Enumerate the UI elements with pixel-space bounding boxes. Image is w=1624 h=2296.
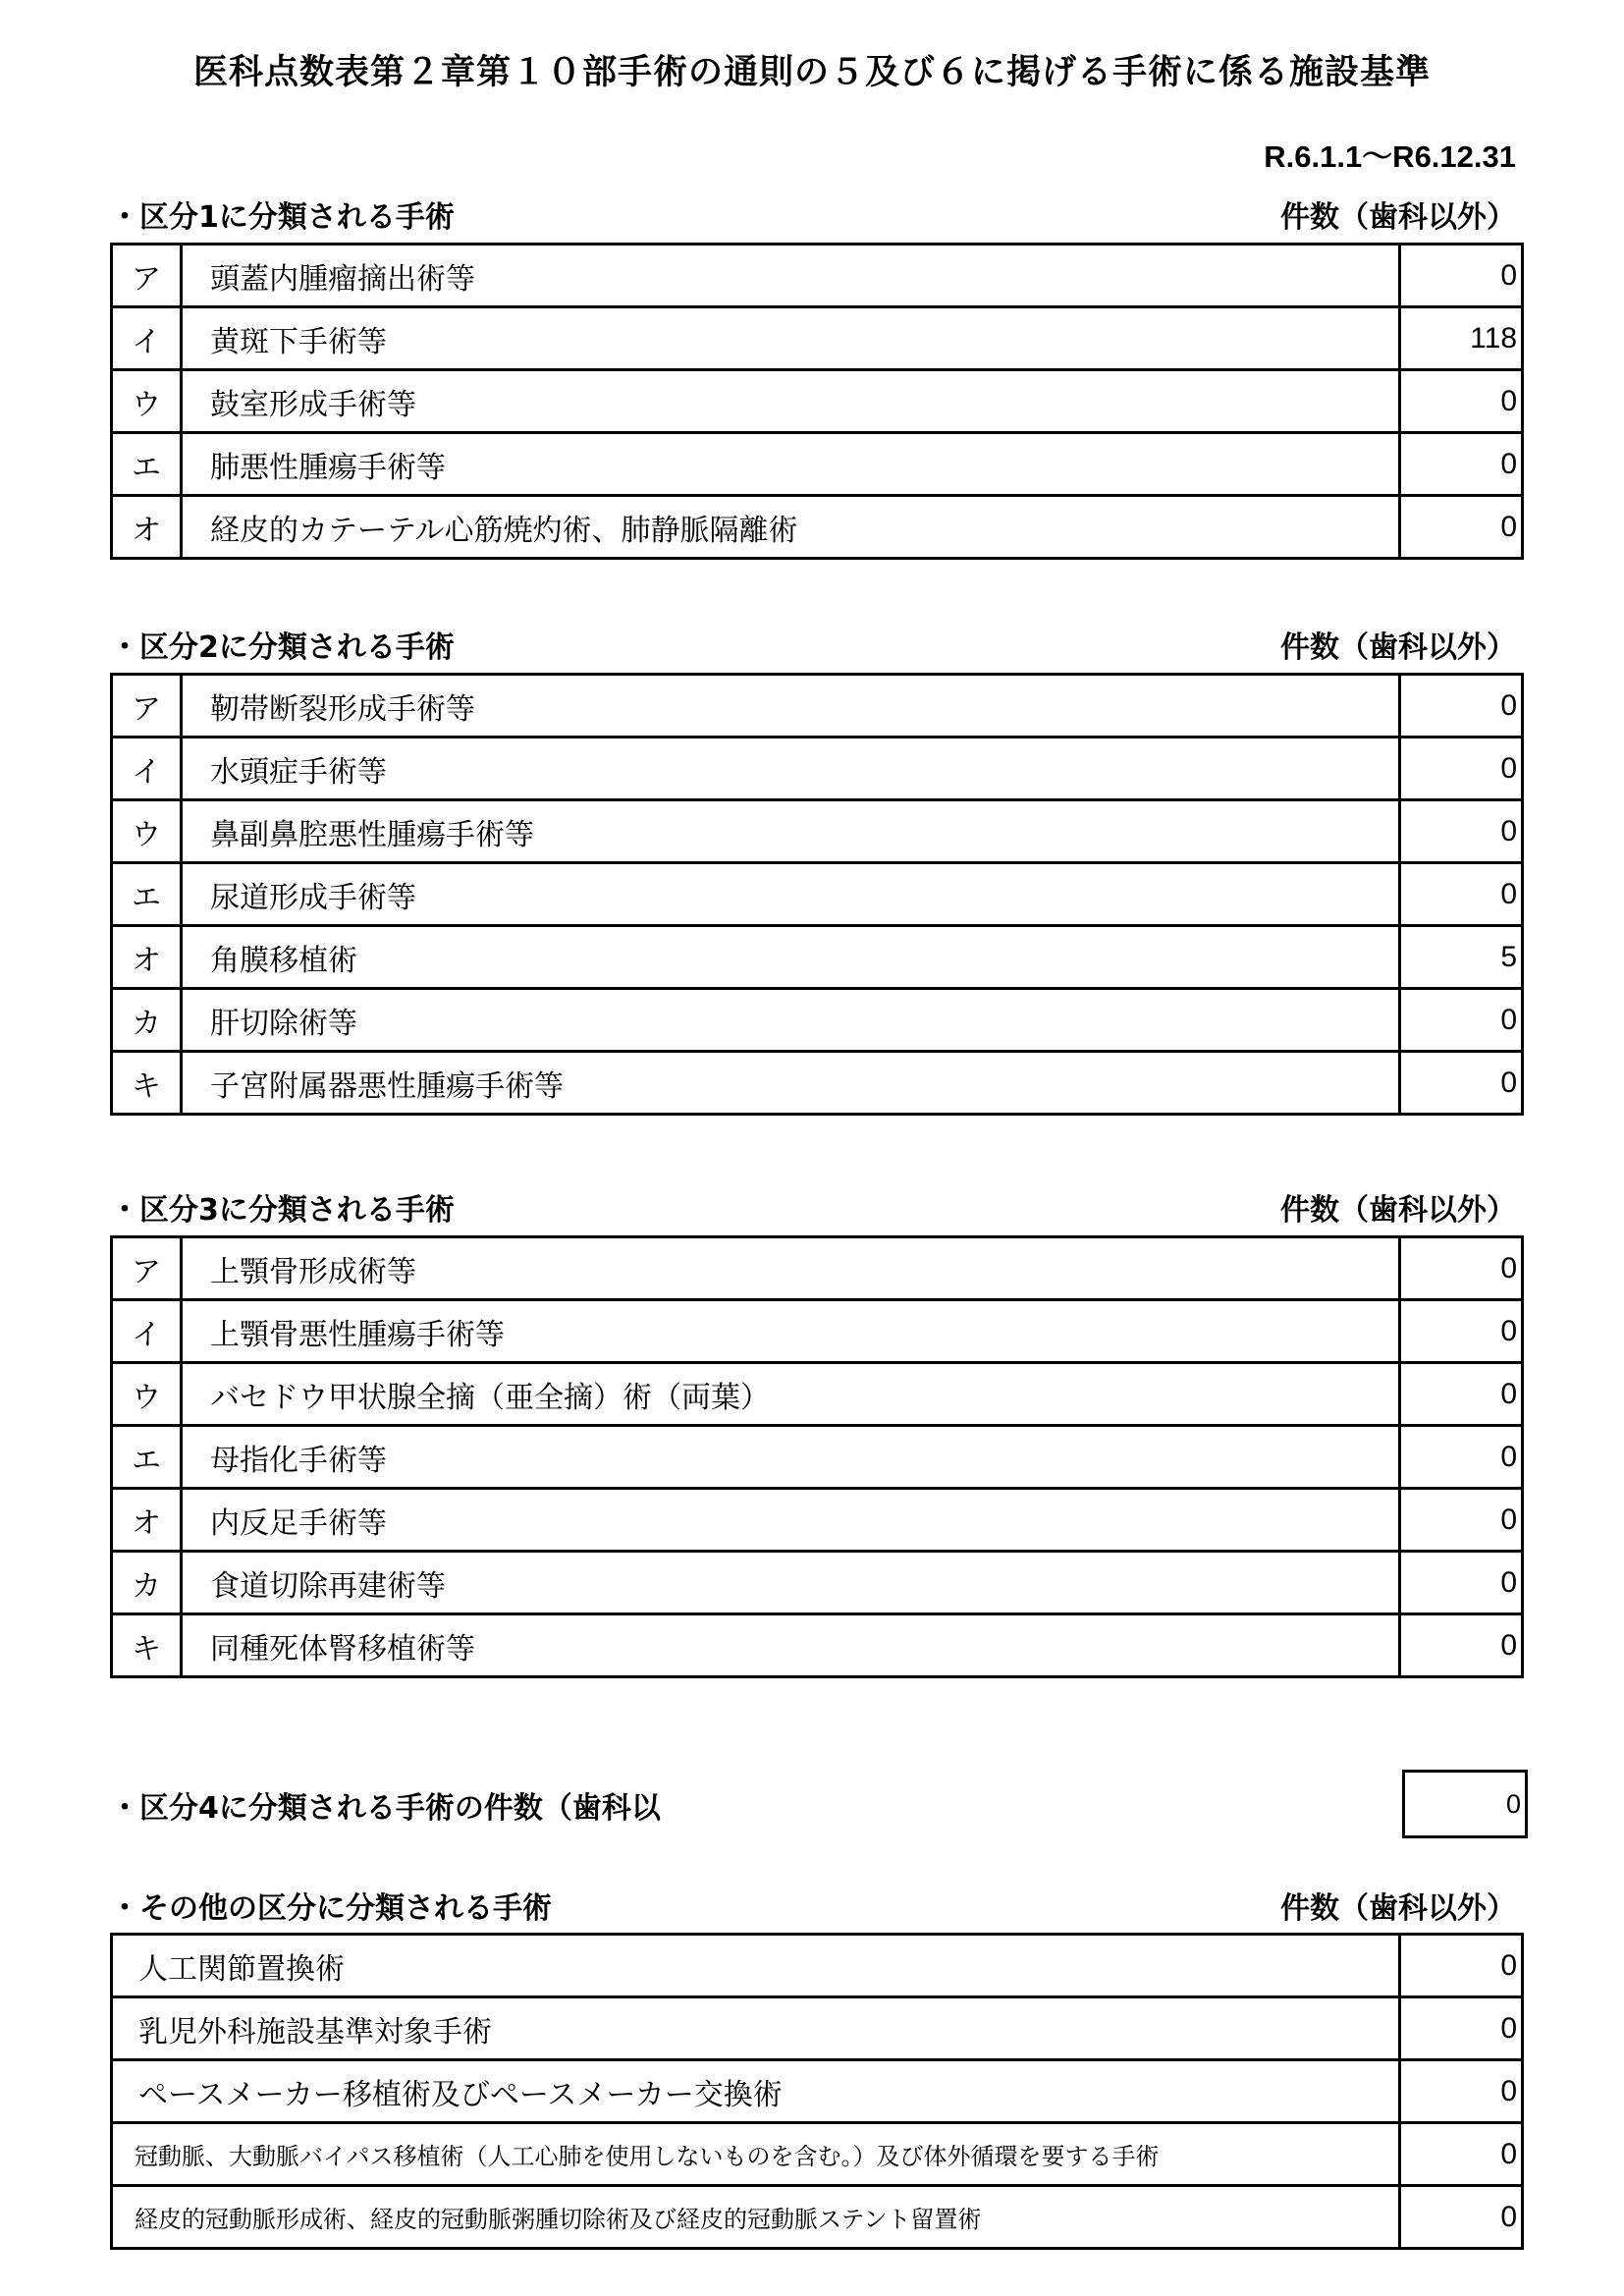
table-row — [112, 675, 1523, 738]
report-period: R.6.1.1～R6.12.31 — [1264, 139, 1516, 174]
other-section-title: ・その他の区分に分類される手術 — [110, 1891, 552, 1926]
section4-value: 0 — [1402, 1770, 1528, 1838]
table-row — [112, 433, 1523, 496]
row-value: 0 — [1400, 1363, 1523, 1426]
row-value: 0 — [1400, 1552, 1523, 1614]
row-name: 人工関節置換術 — [112, 1935, 1400, 1997]
row-name: 内反足手術等 — [182, 1489, 1400, 1552]
row-value: 0 — [1400, 1614, 1523, 1677]
section2-title: ・区分2に分類される手術 — [110, 630, 455, 665]
row-name: 冠動脈、大動脈バイパス移植術（人工心肺を使用しないものを含む。）及び体外循環を要する手術 — [112, 2123, 1400, 2186]
row-name: バセドウ甲状腺全摘（亜全摘）術（両葉） — [182, 1363, 1400, 1426]
row-value: 0 — [1400, 863, 1523, 926]
row-value: 0 — [1400, 433, 1523, 496]
row-name: 経皮的カテーテル心筋焼灼術、肺静脈隔離術 — [182, 496, 1400, 559]
table-row — [112, 1300, 1523, 1363]
row-code: イ — [112, 738, 182, 800]
row-value: 0 — [1400, 370, 1523, 433]
table-row — [112, 307, 1523, 370]
row-code: ア — [112, 245, 182, 307]
row-name: 上顎骨形成術等 — [182, 1237, 1400, 1300]
row-name: 角膜移植術 — [182, 926, 1400, 989]
table-row — [112, 370, 1523, 433]
row-value: 0 — [1400, 245, 1523, 307]
section3-table — [110, 1235, 1524, 1678]
row-name: 頭蓋内腫瘤摘出術等 — [182, 245, 1400, 307]
row-code: ア — [112, 1237, 182, 1300]
table-row — [112, 1237, 1523, 1300]
row-code: エ — [112, 863, 182, 926]
table-row — [112, 2060, 1523, 2123]
row-code: ア — [112, 675, 182, 738]
row-value: 0 — [1400, 675, 1523, 738]
table-row — [112, 245, 1523, 307]
section2-count-header: 件数（歯科以外） — [1280, 630, 1516, 665]
table-row — [112, 926, 1523, 989]
row-name: 靭帯断裂形成手術等 — [182, 675, 1400, 738]
other-count-header: 件数（歯科以外） — [1280, 1891, 1516, 1926]
row-name: 同種死体腎移植術等 — [182, 1614, 1400, 1677]
section4-label: ・区分4に分類される手術の件数（歯科以 — [110, 1791, 661, 1826]
row-value: 0 — [1400, 2186, 1523, 2249]
table-row — [112, 1363, 1523, 1426]
row-code: ウ — [112, 370, 182, 433]
table-row — [112, 863, 1523, 926]
section2-table — [110, 673, 1524, 1116]
table-row — [112, 1997, 1523, 2060]
table-row — [112, 738, 1523, 800]
row-code: オ — [112, 926, 182, 989]
row-code: イ — [112, 307, 182, 370]
row-code: キ — [112, 1614, 182, 1677]
table-row — [112, 989, 1523, 1052]
row-code: イ — [112, 1300, 182, 1363]
row-name: 尿道形成手術等 — [182, 863, 1400, 926]
table-row — [112, 1489, 1523, 1552]
row-value: 0 — [1400, 738, 1523, 800]
table-row — [112, 2186, 1523, 2249]
table-row — [112, 1935, 1523, 1997]
row-value: 0 — [1400, 1237, 1523, 1300]
row-name: 上顎骨悪性腫瘍手術等 — [182, 1300, 1400, 1363]
table-row — [112, 1052, 1523, 1115]
row-name: 鼻副鼻腔悪性腫瘍手術等 — [182, 800, 1400, 863]
section1-count-header: 件数（歯科以外） — [1280, 200, 1516, 235]
table-row — [112, 1552, 1523, 1614]
row-name: 水頭症手術等 — [182, 738, 1400, 800]
row-code: オ — [112, 1489, 182, 1552]
row-value: 0 — [1400, 2123, 1523, 2186]
page-title: 医科点数表第２章第１０部手術の通則の５及び６に掲げる手術に係る施設基準 — [192, 53, 1431, 92]
row-value: 5 — [1400, 926, 1523, 989]
section1-title: ・区分1に分類される手術 — [110, 200, 455, 235]
row-value: 0 — [1400, 1426, 1523, 1489]
row-value: 0 — [1400, 1997, 1523, 2060]
table-row — [112, 800, 1523, 863]
row-name: 経皮的冠動脈形成術、経皮的冠動脈粥腫切除術及び経皮的冠動脈ステント留置術 — [112, 2186, 1400, 2249]
row-code: キ — [112, 1052, 182, 1115]
row-name: 食道切除再建術等 — [182, 1552, 1400, 1614]
row-code: エ — [112, 1426, 182, 1489]
table-row — [112, 2123, 1523, 2186]
other-table — [110, 1933, 1524, 2250]
row-name: 子宮附属器悪性腫瘍手術等 — [182, 1052, 1400, 1115]
section1-table — [110, 243, 1524, 560]
row-value: 0 — [1400, 2060, 1523, 2123]
section3-title: ・区分3に分類される手術 — [110, 1193, 455, 1228]
row-code: オ — [112, 496, 182, 559]
row-name: 母指化手術等 — [182, 1426, 1400, 1489]
row-code: ウ — [112, 1363, 182, 1426]
row-code: エ — [112, 433, 182, 496]
row-name: 鼓室形成手術等 — [182, 370, 1400, 433]
row-code: ウ — [112, 800, 182, 863]
table-row — [112, 1426, 1523, 1489]
row-value: 0 — [1400, 800, 1523, 863]
section3-count-header: 件数（歯科以外） — [1280, 1193, 1516, 1228]
row-name: 黄斑下手術等 — [182, 307, 1400, 370]
table-row — [112, 496, 1523, 559]
table-row — [112, 1614, 1523, 1677]
row-value: 0 — [1400, 1489, 1523, 1552]
row-name: ペースメーカー移植術及びペースメーカー交換術 — [112, 2060, 1400, 2123]
row-value: 118 — [1400, 307, 1523, 370]
row-value: 0 — [1400, 1935, 1523, 1997]
row-code: カ — [112, 989, 182, 1052]
row-code: カ — [112, 1552, 182, 1614]
row-value: 0 — [1400, 989, 1523, 1052]
row-name: 肝切除術等 — [182, 989, 1400, 1052]
row-name: 乳児外科施設基準対象手術 — [112, 1997, 1400, 2060]
row-value: 0 — [1400, 1300, 1523, 1363]
row-name: 肺悪性腫瘍手術等 — [182, 433, 1400, 496]
row-value: 0 — [1400, 1052, 1523, 1115]
row-value: 0 — [1400, 496, 1523, 559]
